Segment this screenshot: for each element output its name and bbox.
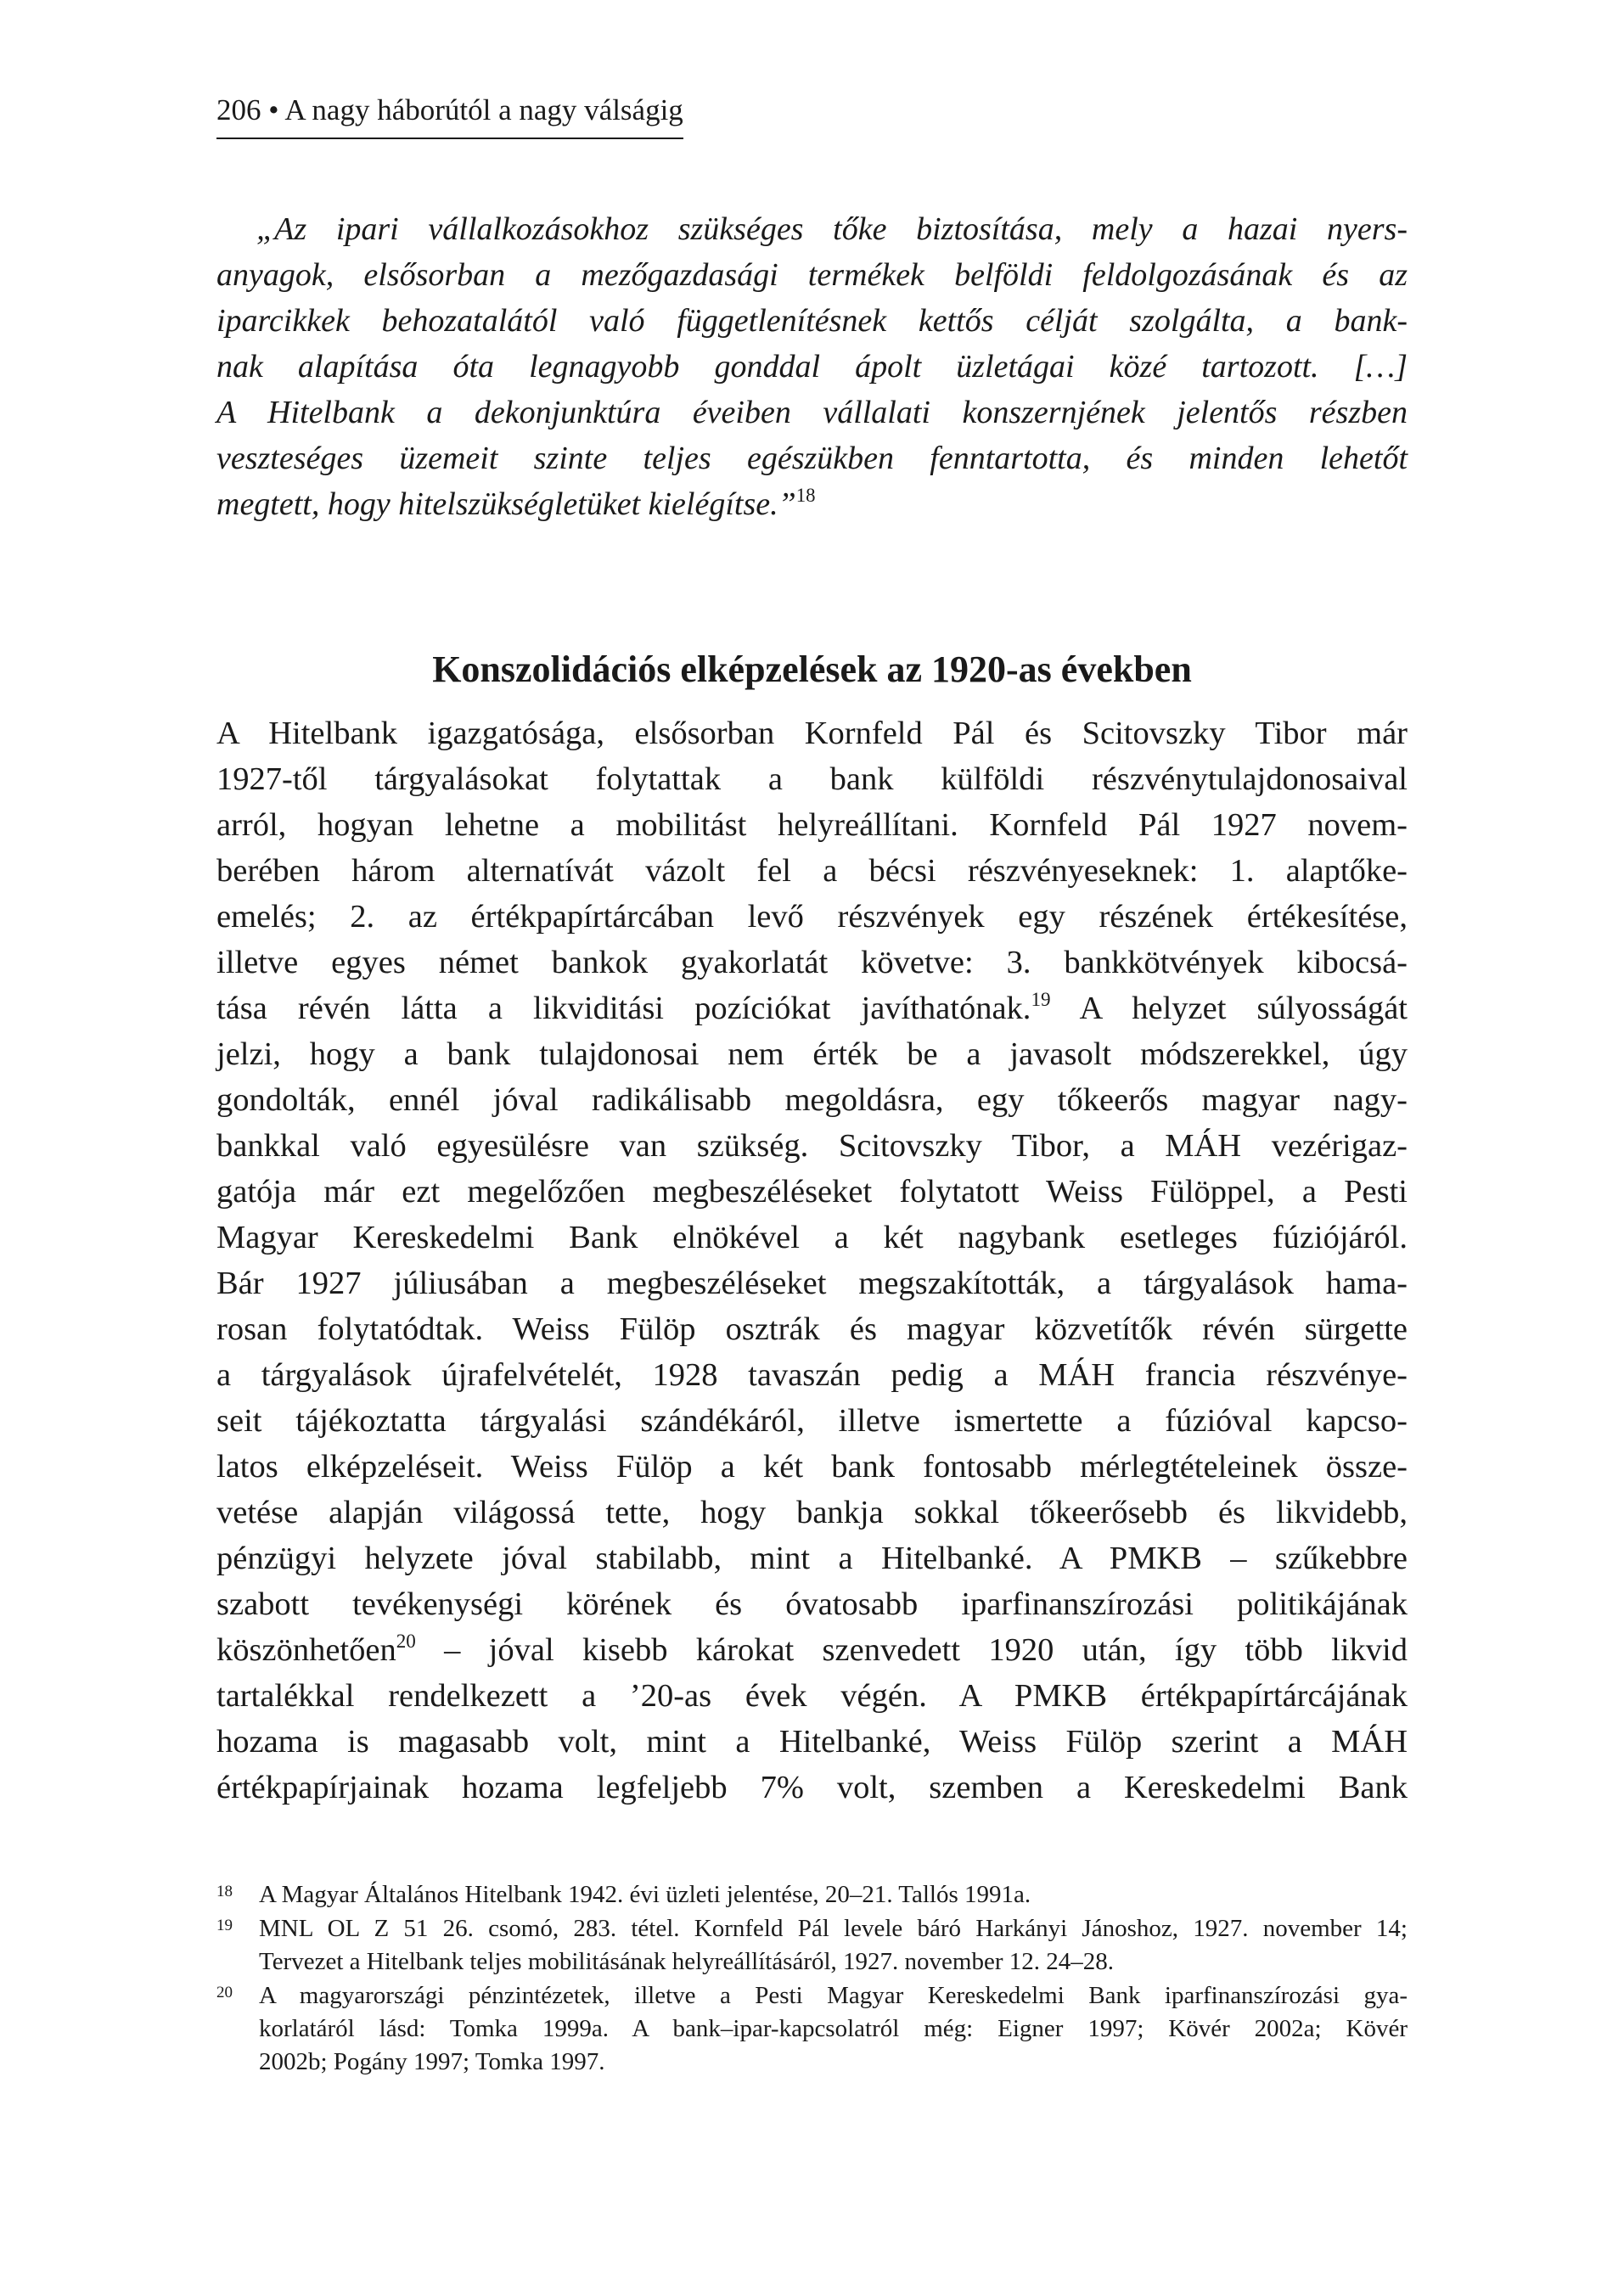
body-line: illetve egyes német bankok gyakorlatát követve: 3. bankkötvények kibocsá- [216, 945, 1408, 980]
quote-line: veszteséges üzemeit szinte teljes egészükben fenntartotta, és minden lehetőt [216, 441, 1408, 476]
quote-line: anyagok, elsősorban a mezőgazdasági termékek belföldi feldolgozásának és az [216, 257, 1408, 293]
body-line-text: – jóval kisebb károkat szenvedett 1920 után, így több likvid [415, 1632, 1408, 1668]
body-line: latos elképzeléseit. Weiss Fülöp a két bank fontosabb mérlegtételeinek össze- [216, 1449, 1408, 1485]
body-line: a tárgyalások újrafelvételét, 1928 tavaszán pedig a MÁH francia részvénye- [216, 1357, 1408, 1393]
footnote-number: 20 [216, 1984, 233, 2001]
footnote-ref-19[interactable]: 19 [1031, 988, 1051, 1010]
body-line: seit tájékoztatta tárgyalási szándékáról, illetve ismertette a fúzióval kapcso- [216, 1403, 1408, 1439]
footnote-number: 19 [216, 1917, 233, 1934]
body-line: 1927-től tárgyalásokat folytattak a bank külföldi részvénytulajdonosaival [216, 761, 1408, 797]
body-line: értékpapírjainak hozama legfeljebb 7% volt, szemben a Kereskedelmi Bank [216, 1770, 1408, 1805]
footnote-line: MNL OL Z 51 26. csomó, 283. tétel. Kornfeld Pál levele báró Harkányi Jánoshoz, 1927. november 14; [259, 1915, 1408, 1942]
body-line: vetése alapján világossá tette, hogy bankja sokkal tőkeerősebb és likvidebb, [216, 1495, 1408, 1530]
quote-line: iparcikkek behozatalától való függetlenítésnek kettős célját szolgálta, a bank- [216, 303, 1408, 339]
quote-line: nak alapítása óta legnagyobb gonddal ápolt üzletágai közé tartozott. […] [216, 349, 1408, 385]
body-line: gatója már ezt megelőzően megbeszéléseket folytatott Weiss Fülöppel, a Pesti [216, 1174, 1408, 1210]
body-line: rosan folytatódtak. Weiss Fülöp osztrák és magyar közvetítők révén sürgette [216, 1311, 1408, 1347]
footnote-number: 18 [216, 1883, 233, 1900]
body-line: pénzügyi helyzete jóval stabilabb, mint a Hitelbanké. A PMKB – szűkebbre [216, 1541, 1408, 1576]
body-line-text: köszönhetően [216, 1632, 396, 1668]
footnote-line: A magyarországi pénzintézetek, illetve a Pesti Magyar Kereskedelmi Bank iparfinanszírozási gya- [259, 1982, 1408, 2009]
footnote-line: A Magyar Általános Hitelbank 1942. évi üzleti jelentése, 20–21. Tallós 1991a. [259, 1881, 1031, 1908]
body-line: szabott tevékenységi körének és óvatosabb iparfinanszírozási politikájának [216, 1586, 1408, 1622]
footnote-line: Tervezet a Hitelbank teljes mobilitásának helyreállításáról, 1927. november 12. 24–28. [259, 1948, 1115, 1975]
footnote-ref-20[interactable]: 20 [396, 1630, 416, 1652]
body-line [216, 985, 1408, 1031]
quote-line [216, 481, 1408, 527]
body-line: bankkal való egyesülésre van szükség. Scitovszky Tibor, a MÁH vezérigaz- [216, 1128, 1408, 1164]
body-line-text: tása révén látta a likviditási pozíciókat javíthatónak. [216, 991, 1031, 1026]
body-line: emelés; 2. az értékpapírtárcában levő részvények egy részének értékesítése, [216, 899, 1408, 935]
body-line: jelzi, hogy a bank tulajdonosai nem érték be a javasolt módszerekkel, úgy [216, 1036, 1408, 1072]
footnote-line: 2002b; Pogány 1997; Tomka 1997. [259, 2048, 605, 2075]
body-line: arról, hogyan lehetne a mobilitást helyreállítani. Kornfeld Pál 1927 novem- [216, 807, 1408, 843]
quote-line: „Az ipari vállalkozásokhoz szükséges tőke biztosítása, mely a hazai nyers- [256, 211, 1408, 247]
body-line [216, 1627, 1408, 1673]
body-line: berében három alternatívát vázolt fel a bécsi részvényeseknek: 1. alaptőke- [216, 853, 1408, 889]
body-line: Bár 1927 júliusában a megbeszéléseket megszakították, a tárgyalások hama- [216, 1266, 1408, 1301]
body-line-text: A helyzet súlyosságát [1050, 991, 1408, 1026]
section-heading: Konszolidációs elképzelések az 1920-as években [432, 648, 1192, 690]
body-line: Magyar Kereskedelmi Bank elnökével a két nagybank esetleges fúziójáról. [216, 1220, 1408, 1255]
footnote-line: korlatáról lásd: Tomka 1999a. A bank–ipar-kapcsolatról még: Eigner 1997; Kövér 2002a; Kövér [259, 2015, 1408, 2042]
body-line: hozama is magasabb volt, mint a Hitelbanké, Weiss Fülöp szerint a MÁH [216, 1724, 1408, 1760]
quote-line: A Hitelbank a dekonjunktúra éveiben vállalati konszernjének jelentős részben [216, 395, 1408, 430]
footnote-ref-18[interactable]: 18 [795, 485, 816, 507]
body-line: gondolták, ennél jóval radikálisabb megoldásra, egy tőkeerős magyar nagy- [216, 1082, 1408, 1118]
running-head: 206 • A nagy háborútól a nagy válságig [216, 92, 683, 139]
body-line: tartalékkal rendelkezett a ’20-as évek végén. A PMKB értékpapírtárcájának [216, 1678, 1408, 1714]
quote-line-text: megtett, hogy hitelszükségletüket kielégítse.” [216, 486, 796, 522]
body-line: A Hitelbank igazgatósága, elsősorban Kornfeld Pál és Scitovszky Tibor már [216, 716, 1408, 751]
